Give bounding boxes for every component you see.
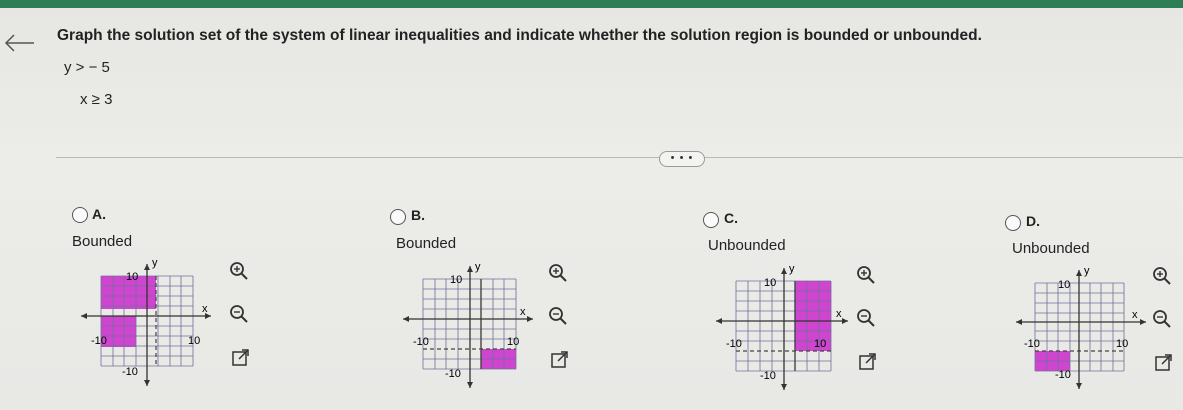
right-tick-label: 10 bbox=[1116, 338, 1129, 350]
right-tick-label: 10 bbox=[188, 335, 201, 347]
option-a-graph bbox=[76, 254, 228, 394]
top-accent-bar bbox=[0, 0, 1183, 8]
option-b-letter: B. bbox=[411, 207, 425, 223]
more-options-button[interactable]: • • • bbox=[659, 151, 705, 167]
left-tick-label: -10 bbox=[1024, 338, 1040, 350]
option-d-graph bbox=[1012, 261, 1158, 397]
bottom-tick-label: -10 bbox=[1055, 369, 1071, 381]
bottom-tick-label: -10 bbox=[760, 370, 776, 382]
question-text: Graph the solution set of the system of linear inequalities and indicate whether the solution region is bounded or unbounded. bbox=[57, 27, 982, 44]
option-b-graph bbox=[395, 256, 545, 396]
zoom-out-icon[interactable] bbox=[1151, 308, 1173, 330]
open-new-window-icon[interactable] bbox=[230, 347, 252, 369]
zoom-out-icon[interactable] bbox=[547, 305, 569, 327]
option-a-letter: A. bbox=[92, 206, 106, 222]
option-c-letter: C. bbox=[724, 210, 738, 226]
open-new-window-icon[interactable] bbox=[1153, 352, 1175, 374]
option-b-radio[interactable] bbox=[390, 209, 406, 225]
bottom-tick-label: -10 bbox=[445, 368, 461, 380]
y-axis-label: y bbox=[152, 257, 158, 269]
option-c-radio[interactable] bbox=[703, 212, 719, 228]
option-d-label: Unbounded bbox=[1012, 240, 1090, 257]
zoom-in-icon[interactable] bbox=[547, 262, 569, 284]
back-arrow-icon[interactable] bbox=[2, 30, 36, 56]
divider bbox=[56, 157, 1183, 158]
option-a-radio[interactable] bbox=[72, 207, 88, 223]
zoom-out-icon[interactable] bbox=[855, 307, 877, 329]
y-axis-label: y bbox=[789, 263, 795, 275]
left-tick-label: -10 bbox=[413, 336, 429, 348]
inequality-1: y > − 5 bbox=[64, 59, 110, 76]
open-new-window-icon[interactable] bbox=[857, 351, 879, 373]
x-axis-label: x bbox=[520, 306, 526, 318]
y-axis-label: y bbox=[1084, 265, 1090, 277]
zoom-in-icon[interactable] bbox=[855, 264, 877, 286]
left-tick-label: -10 bbox=[726, 338, 742, 350]
top-tick-label: 10 bbox=[126, 271, 139, 283]
option-c-graph bbox=[710, 258, 860, 398]
x-axis-label: x bbox=[1132, 309, 1138, 321]
inequality-2: x ≥ 3 bbox=[80, 91, 113, 108]
bottom-tick-label: -10 bbox=[122, 366, 138, 378]
zoom-in-icon[interactable] bbox=[228, 260, 250, 282]
top-tick-label: 10 bbox=[450, 274, 463, 286]
right-tick-label: 10 bbox=[507, 336, 520, 348]
x-axis-label: x bbox=[836, 308, 842, 320]
top-tick-label: 10 bbox=[1058, 279, 1071, 291]
open-new-window-icon[interactable] bbox=[549, 349, 571, 371]
option-a-label: Bounded bbox=[72, 233, 133, 250]
right-tick-label: 10 bbox=[814, 338, 827, 350]
zoom-in-icon[interactable] bbox=[1151, 265, 1173, 287]
option-d-letter: D. bbox=[1026, 213, 1040, 229]
top-tick-label: 10 bbox=[764, 277, 777, 289]
zoom-out-icon[interactable] bbox=[228, 303, 250, 325]
x-axis-label: x bbox=[202, 303, 208, 315]
y-axis-label: y bbox=[475, 261, 481, 273]
option-d-radio[interactable] bbox=[1005, 215, 1021, 231]
option-c-label: Unbounded bbox=[708, 237, 786, 254]
left-tick-label: -10 bbox=[91, 335, 107, 347]
option-b-label: Bounded bbox=[396, 235, 457, 252]
